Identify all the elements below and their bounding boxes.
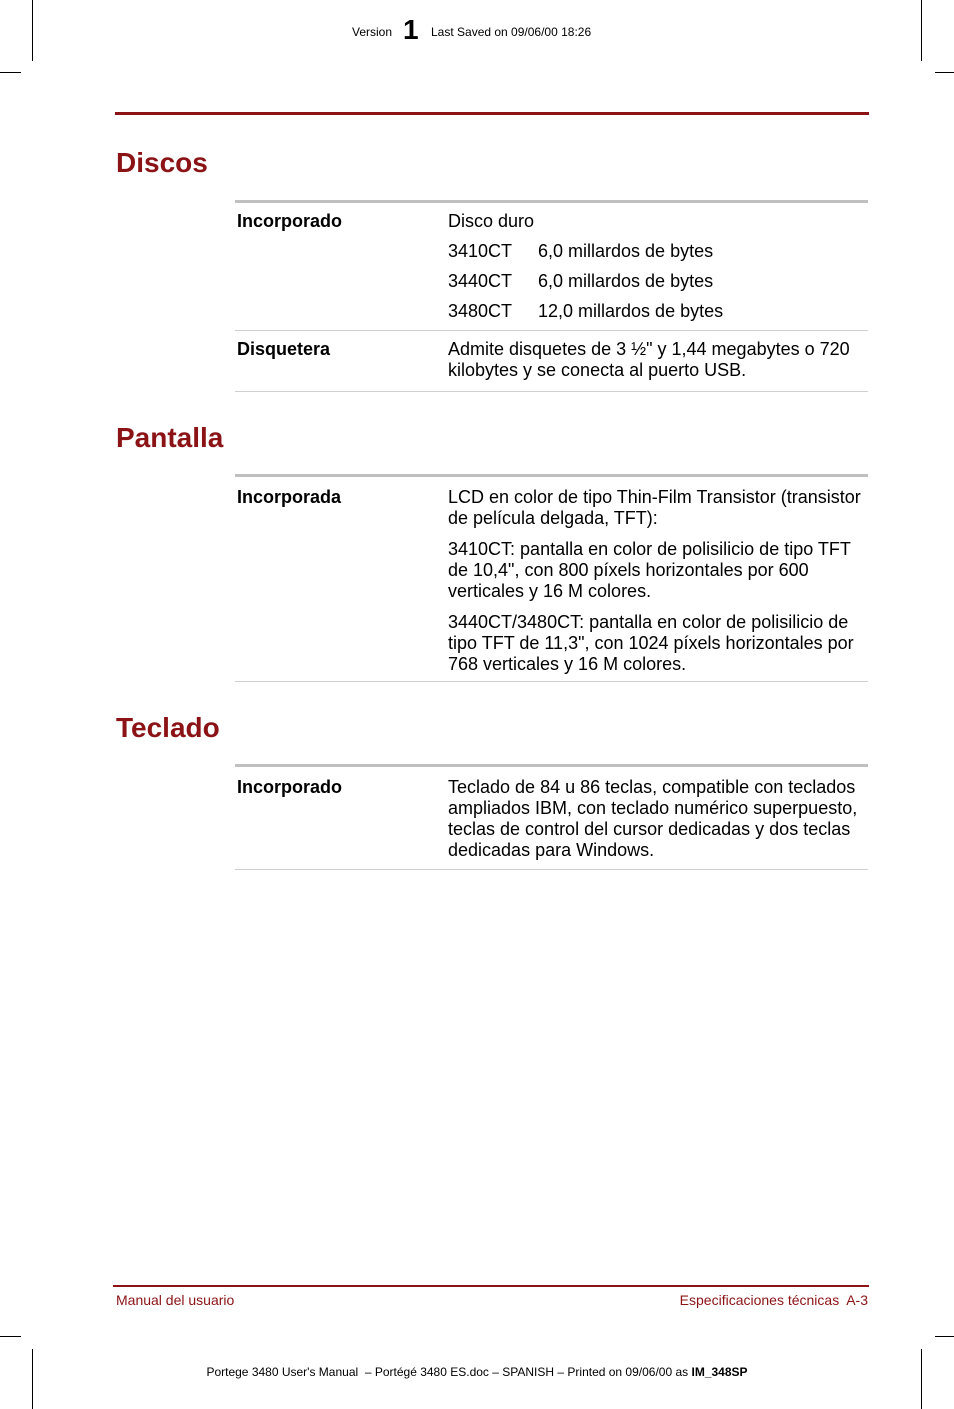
crop-mark (0, 72, 21, 73)
row-label: Incorporada (237, 487, 342, 507)
crop-mark (935, 1336, 954, 1337)
row-label: Incorporado (237, 777, 343, 797)
list-item: 3480CT 12,0 millardos de bytes (448, 301, 724, 321)
table-row (235, 767, 868, 870)
row-label: Disquetera (237, 339, 331, 359)
paragraph: 3410CT: pantalla en color de polisilicio de tipo TFT de 10,4", con 800 píxels horizontales por 600 verticales y 16 M colores. (448, 539, 851, 601)
footer-left: Manual del usuario (116, 1292, 235, 1308)
footer-right: Especificaciones técnicas A-3 (679, 1292, 868, 1308)
footer-rule (113, 1285, 869, 1287)
row-value (448, 211, 868, 322)
row-value (448, 487, 868, 675)
table-row (235, 477, 868, 682)
pantalla-table (235, 474, 868, 682)
crop-mark (935, 72, 954, 73)
row-value: Teclado de 84 u 86 teclas, compatible con teclados ampliados IBM, con teclado numérico superpuesto, teclas de control del cursor dedicadas y dos teclas dedicadas para Windows. (448, 777, 858, 860)
crop-mark (921, 1349, 922, 1409)
crop-mark (32, 0, 33, 61)
section-title-discos: Discos (116, 147, 208, 178)
version-number: 1 (403, 14, 419, 45)
top-rule (115, 112, 869, 115)
last-saved: Last Saved on 09/06/00 18:26 (431, 25, 592, 39)
disk-intro: Disco duro (448, 211, 535, 231)
teclado-table (235, 764, 868, 870)
table-row (235, 331, 868, 392)
list-item: 3410CT 6,0 millardos de bytes (448, 241, 714, 261)
section-title-teclado: Teclado (116, 712, 220, 743)
crop-mark (921, 0, 922, 61)
row-label: Incorporado (237, 211, 343, 231)
crop-mark (32, 1349, 33, 1409)
print-line: Portege 3480 User's Manual – Portégé 3480 ES.doc – SPANISH – Printed on 09/06/00 as IM_348SP (206, 1365, 748, 1379)
version-label: Version (352, 25, 393, 39)
row-value: Admite disquetes de 3 ½" y 1,44 megabytes o 720 kilobytes y se conecta al puerto USB. (448, 339, 850, 380)
table-row (235, 203, 868, 331)
crop-mark (0, 1336, 21, 1337)
paragraph: LCD en color de tipo Thin-Film Transistor (transistor de película delgada, TFT): (448, 487, 861, 528)
section-title-pantalla: Pantalla (116, 422, 224, 453)
discos-table (235, 200, 868, 392)
paragraph: 3440CT/3480CT: pantalla en color de polisilicio de tipo TFT de 11,3", con 1024 píxels horizontales por 768 verticales y 16 M colores. (448, 612, 854, 674)
list-item: 3440CT 6,0 millardos de bytes (448, 271, 714, 291)
